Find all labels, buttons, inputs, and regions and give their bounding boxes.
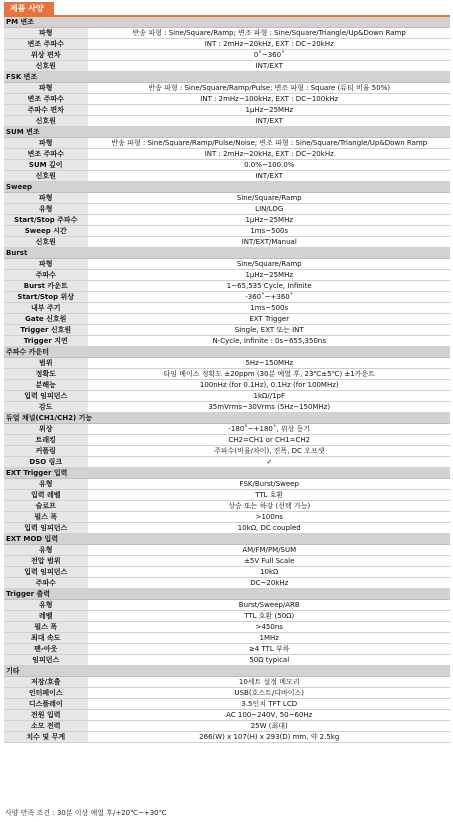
spec-row (4, 336, 450, 347)
spec-value: 1μHz~25MHz (88, 105, 450, 116)
spec-row (4, 732, 450, 743)
spec-value: INT/EXT (88, 171, 450, 182)
section-header (4, 72, 450, 83)
spec-row (4, 116, 450, 127)
spec-value: AM/FM/PM/SUM (88, 545, 450, 556)
spec-row (4, 50, 450, 61)
footnote: 사양 만족 조건 : 30분 이상 예열 후/+20℃~+30℃ (5, 809, 167, 817)
section-title: EXT Trigger 입력 (4, 468, 450, 479)
spec-label: 감도 (4, 402, 88, 413)
spec-label: 파형 (4, 138, 88, 149)
spec-value: ±5V Full Scale (88, 556, 450, 567)
section-title: Trigger 출력 (4, 589, 450, 600)
spec-row (4, 457, 450, 468)
spec-label: 레벨 (4, 611, 88, 622)
spec-value: 1kΩ//1pF (88, 391, 450, 402)
spec-value: INT : 2mHz~100kHz, EXT : DC~100kHz (88, 94, 450, 105)
spec-label: 분해능 (4, 380, 88, 391)
spec-value: EXT Trigger (88, 314, 450, 325)
spec-label: 변조 주파수 (4, 39, 88, 50)
spec-value: 1μHz~25MHz (88, 215, 450, 226)
spec-row (4, 578, 450, 589)
spec-row (4, 204, 450, 215)
spec-value: 0˚~360˚ (88, 50, 450, 61)
spec-row (4, 556, 450, 567)
section-title: Burst (4, 248, 450, 259)
spec-label: 파형 (4, 28, 88, 39)
spec-value: FSK/Burst/Sweep (88, 479, 450, 490)
spec-row (4, 402, 450, 413)
spec-row (4, 710, 450, 721)
spec-row (4, 545, 450, 556)
section-title: EXT MOD 입력 (4, 534, 450, 545)
spec-label: 신호원 (4, 237, 88, 248)
spec-value: 50Ω typical (88, 655, 450, 666)
spec-row (4, 83, 450, 94)
spec-value: Single, EXT 또는 INT (88, 325, 450, 336)
spec-row (4, 490, 450, 501)
spec-label: 신호원 (4, 61, 88, 72)
spec-row (4, 644, 450, 655)
spec-label: 커플링 (4, 446, 88, 457)
section-header (4, 248, 450, 259)
spec-label: 유형 (4, 545, 88, 556)
spec-row (4, 369, 450, 380)
spec-row (4, 435, 450, 446)
spec-value: Sine/Square/Ramp (88, 259, 450, 270)
spec-value: INT : 2mHz~20kHz, EXT : DC~20kHz (88, 149, 450, 160)
spec-row (4, 358, 450, 369)
spec-value: 1ms~500s (88, 303, 450, 314)
spec-row (4, 215, 450, 226)
section-title: FSK 변조 (4, 72, 450, 83)
spec-row (4, 270, 450, 281)
spec-label: Start/Stop 위상 (4, 292, 88, 303)
section-header (4, 468, 450, 479)
spec-label: 파형 (4, 259, 88, 270)
spec-value: DC~20kHz (88, 578, 450, 589)
section-title: 기타 (4, 666, 450, 677)
spec-label: 인터페이스 (4, 688, 88, 699)
spec-label: 입력 임피던스 (4, 523, 88, 534)
spec-row (4, 138, 450, 149)
spec-value: -360˚~+360˚ (88, 292, 450, 303)
spec-label: 펄스 폭 (4, 512, 88, 523)
spec-value: 타임 베이스 정확도 ±20ppm (30분 예열 후, 23℃±5℃) ±1카운트 (88, 369, 450, 380)
spec-table-body (4, 17, 450, 743)
spec-label: 파형 (4, 193, 88, 204)
spec-label: 위상 편차 (4, 50, 88, 61)
spec-label: 범위 (4, 358, 88, 369)
spec-row (4, 567, 450, 578)
spec-value: 5Hz~150MHz (88, 358, 450, 369)
spec-row (4, 171, 450, 182)
spec-value: TTL 호환 (88, 490, 450, 501)
spec-row (4, 622, 450, 633)
spec-row (4, 512, 450, 523)
spec-row (4, 292, 450, 303)
spec-value: 100nHz (for 0.1Hz), 0.1Hz (for 100MHz) (88, 380, 450, 391)
spec-value: INT : 2mHz~20kHz, EXT : DC~20kHz (88, 39, 450, 50)
spec-value: ✓ (88, 457, 450, 468)
spec-label: 변조 주파수 (4, 94, 88, 105)
section-header (4, 347, 450, 358)
spec-label: 치수 및 무게 (4, 732, 88, 743)
spec-row (4, 193, 450, 204)
spec-value: 1~65,535 Cycle, Infinite (88, 281, 450, 292)
spec-row (4, 149, 450, 160)
spec-label: 전원 입력 (4, 710, 88, 721)
spec-row (4, 688, 450, 699)
spec-value: 반송 파형 : Sine/Square/Ramp/Pulse; 변조 파형 : Square (듀티 비율 50%) (88, 83, 450, 94)
spec-row (4, 699, 450, 710)
spec-label: SUM 깊이 (4, 160, 88, 171)
spec-label: Trigger 신호원 (4, 325, 88, 336)
section-header (4, 413, 450, 424)
spec-row (4, 391, 450, 402)
spec-label: 정확도 (4, 369, 88, 380)
spec-value: 1μHz~25MHz (88, 270, 450, 281)
spec-value: INT/EXT (88, 61, 450, 72)
spec-row (4, 523, 450, 534)
spec-row (4, 39, 450, 50)
spec-value: USB(호스트/디바이스) (88, 688, 450, 699)
spec-row (4, 633, 450, 644)
spec-row (4, 61, 450, 72)
spec-row (4, 28, 450, 39)
section-title: Sweep (4, 182, 450, 193)
spec-row (4, 501, 450, 512)
spec-label: 디스플레이 (4, 699, 88, 710)
section-title: 주파수 카운터 (4, 347, 450, 358)
spec-value: 10kΩ, DC coupled (88, 523, 450, 534)
section-header (4, 17, 450, 28)
spec-value: Burst/Sweep/ARB (88, 600, 450, 611)
spec-title-label: 제품 사양 (4, 2, 54, 16)
spec-label: 주파수 (4, 578, 88, 589)
spec-label: 주파수 편차 (4, 105, 88, 116)
spec-table (4, 17, 450, 743)
spec-row (4, 314, 450, 325)
spec-value: -180˚~+180˚, 위상 동기 (88, 424, 450, 435)
spec-value: 1ms~500s (88, 226, 450, 237)
spec-value: 상승 또는 하강 (선택 가능) (88, 501, 450, 512)
spec-label: 유형 (4, 479, 88, 490)
section-header (4, 589, 450, 600)
spec-label: 내부 주기 (4, 303, 88, 314)
spec-value: INT/EXT (88, 116, 450, 127)
spec-row (4, 160, 450, 171)
spec-value: INT/EXT/Manual (88, 237, 450, 248)
spec-value: CH2=CH1 or CH1=CH2 (88, 435, 450, 446)
section-header (4, 127, 450, 138)
spec-label: 신호원 (4, 171, 88, 182)
spec-row (4, 303, 450, 314)
spec-value: >450ns (88, 622, 450, 633)
section-title: 듀얼 채널(CH1/CH2) 기능 (4, 413, 450, 424)
spec-label: DSO 링크 (4, 457, 88, 468)
spec-label: 입력 임피던스 (4, 391, 88, 402)
section-title: PM 변조 (4, 17, 450, 28)
spec-label: 위상 (4, 424, 88, 435)
spec-value: TTL 호환 (50Ω) (88, 611, 450, 622)
spec-value: 반송 파형 : Sine/Square/Ramp; 변조 파형 : Sine/Square/Triangle/Up&Down Ramp (88, 28, 450, 39)
spec-row (4, 226, 450, 237)
spec-row (4, 259, 450, 270)
spec-row (4, 325, 450, 336)
spec-label: Start/Stop 주파수 (4, 215, 88, 226)
spec-row (4, 281, 450, 292)
spec-row (4, 424, 450, 435)
spec-label: 주파수 (4, 270, 88, 281)
section-header (4, 666, 450, 677)
spec-label: Gate 신호원 (4, 314, 88, 325)
spec-sheet (4, 2, 450, 743)
spec-label: 임피던스 (4, 655, 88, 666)
spec-label: 입력 레벨 (4, 490, 88, 501)
spec-row (4, 446, 450, 457)
spec-row (4, 237, 450, 248)
spec-label: Sweep 시간 (4, 226, 88, 237)
spec-label: 유형 (4, 204, 88, 215)
spec-row (4, 611, 450, 622)
spec-label: 트래킹 (4, 435, 88, 446)
spec-row (4, 94, 450, 105)
spec-title (4, 2, 450, 16)
spec-row (4, 600, 450, 611)
spec-label: 최대 속도 (4, 633, 88, 644)
spec-label: 전압 범위 (4, 556, 88, 567)
spec-value: >100ns (88, 512, 450, 523)
spec-value: LIN/LOG (88, 204, 450, 215)
spec-label: 변조 주파수 (4, 149, 88, 160)
spec-row (4, 721, 450, 732)
spec-label: 저장/호출 (4, 677, 88, 688)
spec-row (4, 479, 450, 490)
spec-value: 반송 파형 : Sine/Square/Ramp/Pulse/Noise; 변조 파형 : Sine/Square/Triangle/Up&Down Ramp (88, 138, 450, 149)
spec-value: 주파수(비율/차이), 진폭, DC 오프셋 (88, 446, 450, 457)
spec-value: 10세트 설정 메모리 (88, 677, 450, 688)
section-header (4, 182, 450, 193)
spec-label: Burst 카운트 (4, 281, 88, 292)
spec-label: 소모 전력 (4, 721, 88, 732)
spec-label: Trigger 지연 (4, 336, 88, 347)
spec-label: 파형 (4, 83, 88, 94)
spec-row (4, 655, 450, 666)
section-header (4, 534, 450, 545)
spec-value: Sine/Square/Ramp (88, 193, 450, 204)
spec-value: N-Cycle, Infinite : 0s~655,350ns (88, 336, 450, 347)
spec-value: 1MHz (88, 633, 450, 644)
spec-label: 입력 임피던스 (4, 567, 88, 578)
spec-value: 25W (최대) (88, 721, 450, 732)
spec-value: 35mVrms~30Vrms (5Hz~150MHz) (88, 402, 450, 413)
spec-value: 266(W) x 107(H) x 293(D) mm, 약 2.5kg (88, 732, 450, 743)
spec-label: 신호원 (4, 116, 88, 127)
spec-row (4, 677, 450, 688)
spec-value: AC 100~240V, 50~60Hz (88, 710, 450, 721)
spec-value: ≥4 TTL 부하 (88, 644, 450, 655)
spec-row (4, 105, 450, 116)
spec-row (4, 380, 450, 391)
spec-label: 펄스 폭 (4, 622, 88, 633)
spec-value: 10kΩ (88, 567, 450, 578)
spec-label: 유형 (4, 600, 88, 611)
spec-label: 팬-아웃 (4, 644, 88, 655)
section-title: SUM 변조 (4, 127, 450, 138)
spec-value: 0.0%~100.0% (88, 160, 450, 171)
spec-label: 슬로프 (4, 501, 88, 512)
spec-value: 3.5인치 TFT LCD (88, 699, 450, 710)
